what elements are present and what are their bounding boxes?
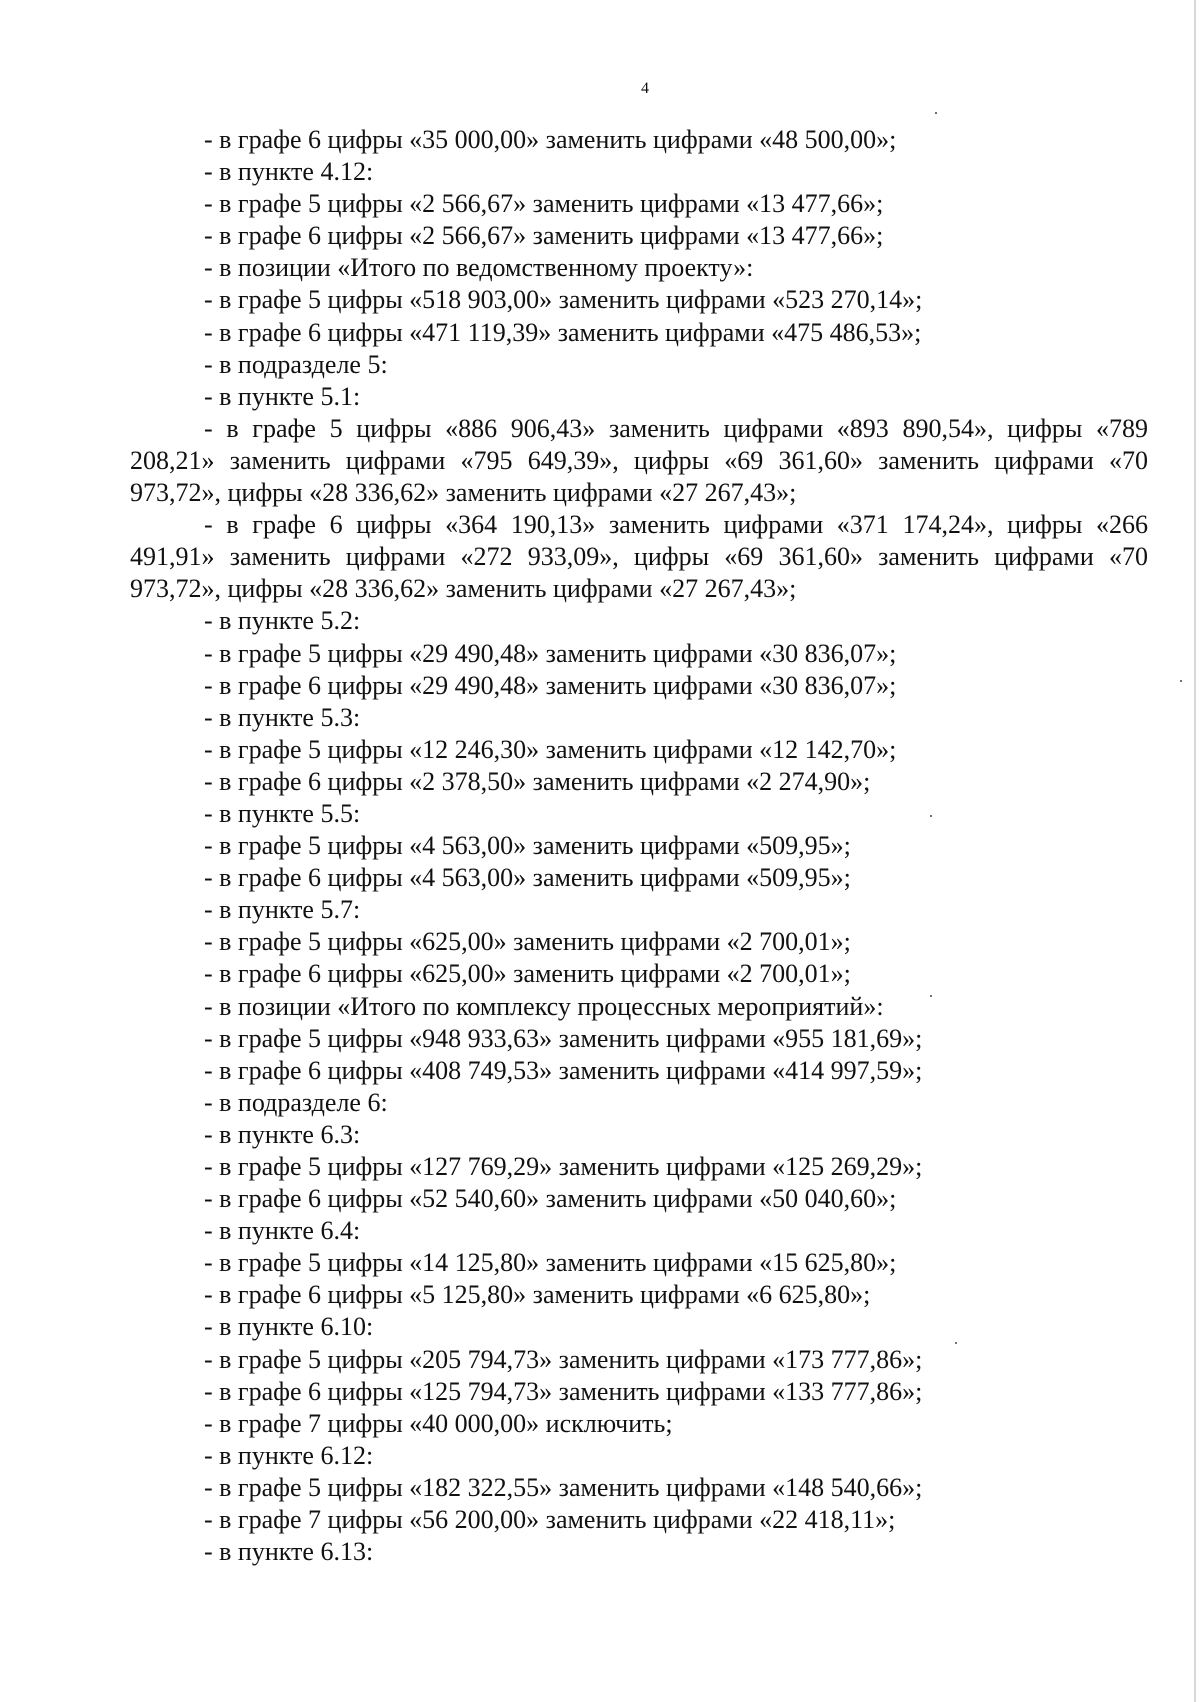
text-line: - в пункте 5.2: [204, 606, 361, 636]
text-line: - в пункте 5.3: [204, 702, 361, 732]
text-line: - в графе 5 цифры «12 246,30» заменить цифрами «12 142,70»; [204, 734, 897, 764]
text-line: - в графе 5 цифры «2 566,67» заменить цифрами «13 477,66»; [204, 189, 884, 219]
text-line: - в графе 7 цифры «40 000,00» исключить; [204, 1408, 673, 1438]
text-line: - в пункте 6.13: [204, 1537, 374, 1567]
text-line: - в графе 5 цифры «182 322,55» заменить цифрами «148 540,66»; [204, 1472, 923, 1502]
text-line: - в графе 5 цифры «4 563,00» заменить цифрами «509,95»; [204, 831, 851, 861]
scan-edge-line [1194, 0, 1196, 1702]
scan-speck [955, 1342, 957, 1344]
text-line: - в графе 6 цифры «125 794,73» заменить цифрами «133 777,86»; [204, 1376, 923, 1406]
text-line: - в графе 6 цифры «2 566,67» заменить цифрами «13 477,66»; [204, 221, 884, 251]
text-line: - в пункте 6.10: [204, 1312, 374, 1342]
text-line: - в графе 7 цифры «56 200,00» заменить цифрами «22 418,11»; [204, 1505, 896, 1535]
text-line: - в графе 6 цифры «4 563,00» заменить цифрами «509,95»; [204, 863, 851, 893]
text-line: - в пункте 4.12: [204, 157, 374, 187]
text-line: - в пункте 6.3: [204, 1119, 361, 1149]
scan-speck [935, 112, 937, 114]
text-line: - в позиции «Итого по ведомственному проекту»: [204, 253, 754, 283]
page-number: 4 [641, 80, 649, 97]
text-line: - в позиции «Итого по комплексу процессных мероприятий»: [204, 991, 884, 1021]
text-line: - в графе 5 цифры «29 490,48» заменить цифрами «30 836,07»; [204, 638, 897, 668]
scan-speck [1180, 680, 1182, 682]
text-line: - в подразделе 5: [204, 349, 388, 379]
text-line: - в графе 5 цифры «518 903,00» заменить цифрами «523 270,14»; [204, 285, 923, 315]
text-line: - в графе 5 цифры «625,00» заменить цифрами «2 700,01»; [204, 927, 851, 957]
text-paragraph: - в графе 6 цифры «364 190,13» заменить цифрами «371 174,24», цифры «266 491,91» заменить цифрами «272 933,09», цифры «69 361,60» заменить цифрами «70 973,72», цифры «28 336,62» заменить цифрами «27 267,43»; [130, 510, 1148, 604]
text-line: - в графе 5 цифры «205 794,73» заменить цифрами «173 777,86»; [204, 1344, 923, 1374]
text-paragraph: - в графе 5 цифры «886 906,43» заменить цифрами «893 890,54», цифры «789 208,21» заменить цифрами «795 649,39», цифры «69 361,60» заменить цифрами «70 973,72», цифры «28 336,62» заменить цифрами «27 267,43»; [130, 413, 1148, 508]
text-line: - в графе 5 цифры «948 933,63» заменить цифрами «955 181,69»; [204, 1023, 923, 1053]
text-line: - в графе 6 цифры «29 490,48» заменить цифрами «30 836,07»; [204, 670, 897, 700]
text-line: - в пункте 6.12: [204, 1440, 374, 1470]
text-line: - в подразделе 6: [204, 1087, 388, 1117]
text-line: - в пункте 5.7: [204, 895, 361, 925]
text-line: - в пункте 5.5: [204, 798, 361, 828]
text-line: - в графе 5 цифры «14 125,80» заменить цифрами «15 625,80»; [204, 1248, 897, 1278]
text-line: - в пункте 5.1: [204, 381, 361, 411]
text-line: - в графе 6 цифры «52 540,60» заменить цифрами «50 040,60»; [204, 1184, 897, 1214]
scan-speck [930, 815, 932, 817]
text-line: - в графе 6 цифры «2 378,50» заменить цифрами «2 274,90»; [204, 766, 871, 796]
scan-speck [930, 995, 932, 997]
text-line: - в графе 6 цифры «625,00» заменить цифрами «2 700,01»; [204, 959, 851, 989]
text-line: - в графе 6 цифры «471 119,39» заменить цифрами «475 486,53»; [204, 317, 922, 347]
text-line: - в графе 5 цифры «127 769,29» заменить цифрами «125 269,29»; [204, 1152, 923, 1181]
text-line: - в графе 6 цифры «35 000,00» заменить цифрами «48 500,00»; [204, 125, 897, 154]
text-line: - в пункте 6.4: [204, 1216, 361, 1246]
text-line: - в графе 6 цифры «408 749,53» заменить цифрами «414 997,59»; [204, 1055, 923, 1085]
document-body [130, 124, 1148, 1568]
text-line: - в графе 6 цифры «5 125,80» заменить цифрами «6 625,80»; [204, 1280, 871, 1310]
